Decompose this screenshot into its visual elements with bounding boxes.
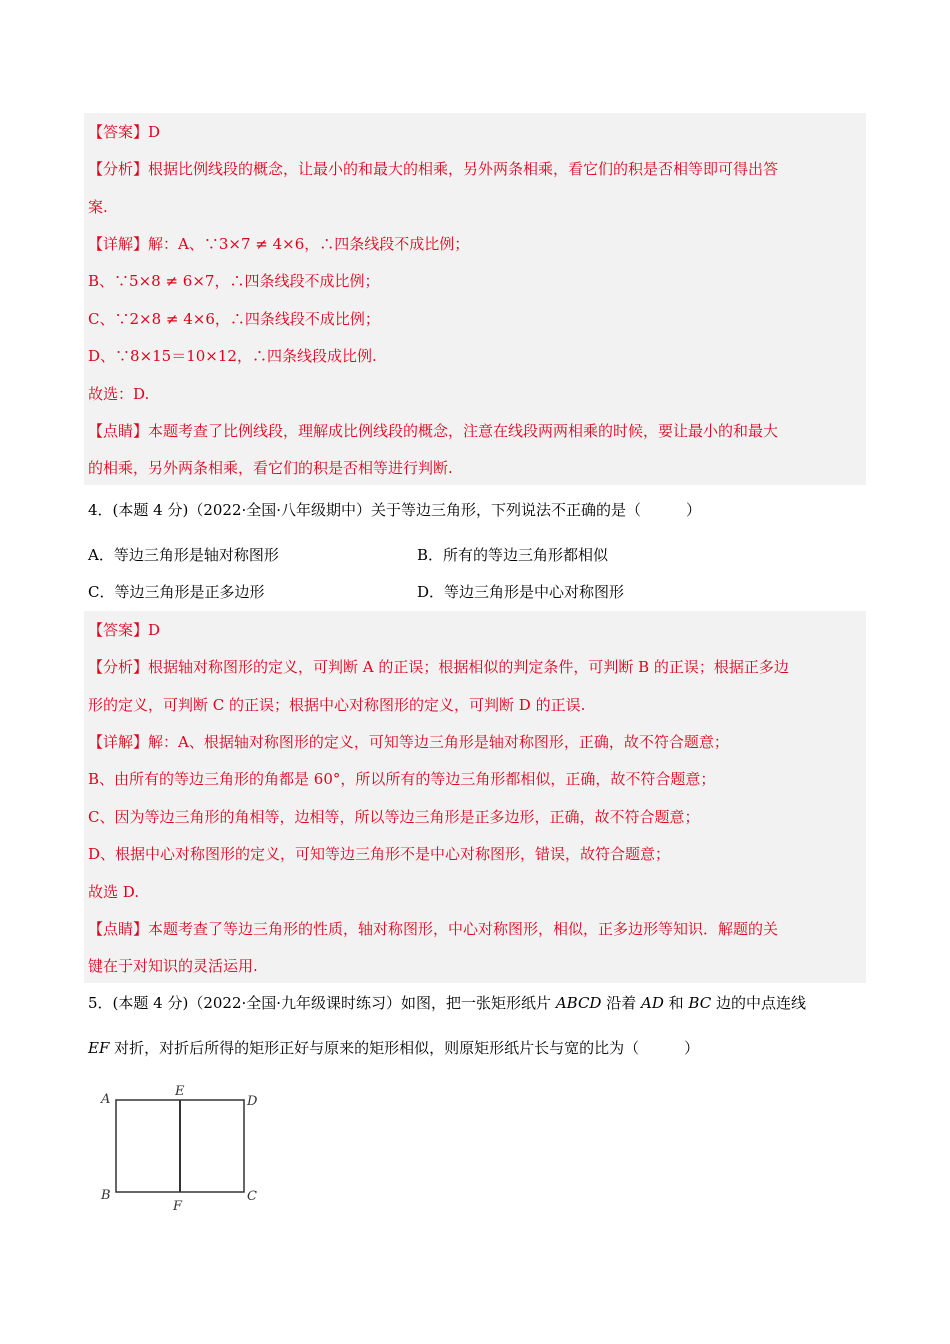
label-a: A (101, 1092, 111, 1107)
detail-line-3: C、因为等边三角形的角相等，边相等，所以等边三角形是正多边形，正确，故不符合题意； (88, 808, 700, 826)
comment-line-2: 的相乘，另外两条相乘，看它们的积是否相等进行判断. (88, 459, 453, 477)
choose-line: 故选：D. (88, 385, 150, 403)
detail-line-3: C、∵2×8 ≠ 4×6，∴四条线段不成比例； (88, 310, 380, 328)
detail-line-1: 【详解】解：A、根据轴对称图形的定义，可知等边三角形是轴对称图形，正确，故不符合题意； (88, 733, 729, 751)
stem-text: 沿着 (601, 994, 641, 1012)
rectangle-figure (95, 1075, 275, 1220)
comment-line-2: 键在于对知识的灵活运用. (88, 957, 258, 975)
analysis-line-1: 【分析】根据比例线段的概念，让最小的和最大的相乘，另外两条相乘，看它们的积是否相等即可得出答 (88, 160, 779, 178)
label-e: E (175, 1084, 185, 1099)
math-abcd: ABCD (555, 994, 602, 1012)
detail-line-2: B、∵5×8 ≠ 6×7，∴四条线段不成比例； (88, 272, 380, 290)
analysis-line-2: 形的定义，可判断 C 的正误；根据中心对称图形的定义，可判断 D 的正误. (88, 696, 586, 714)
question-4-option-a: A．等边三角形是轴对称图形 (88, 546, 279, 564)
stem-text: 边的中点连线 (711, 994, 806, 1012)
label-d: D (247, 1094, 258, 1109)
analysis-line-2: 案. (88, 198, 108, 216)
answer-line: 【答案】D (88, 621, 161, 639)
stem-text: 对折，对折后所得的矩形正好与原来的矩形相似，则原矩形纸片长与宽的比为（ ） (109, 1039, 700, 1057)
comment-line-1: 【点睛】本题考查了比例线段，理解成比例线段的概念，注意在线段两两相乘的时候，要让最小的和最大 (88, 422, 779, 440)
question-5-stem-line-2 (88, 1038, 699, 1058)
math-bc: BC (688, 994, 712, 1012)
detail-line-4: D、根据中心对称图形的定义，可知等边三角形不是中心对称图形，错误，故符合题意； (88, 845, 671, 863)
solution-block-1 (84, 113, 866, 485)
question-4-option-d: D．等边三角形是中心对称图形 (417, 583, 625, 601)
label-c: C (247, 1189, 257, 1204)
question-5-stem-line-1 (88, 993, 806, 1013)
question-4-stem: 4．(本题 4 分)（2022·全国·八年级期中）关于等边三角形，下列说法不正确的是（ ） (88, 501, 702, 519)
question-4-option-c: C．等边三角形是正多边形 (88, 583, 265, 601)
analysis-line-1: 【分析】根据轴对称图形的定义，可判断 A 的正误；根据相似的判定条件，可判断 B 的正误；根据正多边 (88, 658, 789, 676)
detail-line-4: D、∵8×15＝10×12，∴四条线段成比例. (88, 347, 377, 365)
detail-line-1: 【详解】解：A、∵3×7 ≠ 4×6，∴四条线段不成比例； (88, 235, 470, 253)
question-4-option-b: B．所有的等边三角形都相似 (417, 546, 609, 564)
stem-text: 和 (663, 994, 689, 1012)
choose-line: 故选 D. (88, 883, 140, 901)
comment-line-1: 【点睛】本题考查了等边三角形的性质，轴对称图形，中心对称图形，相似，正多边形等知识．解题的关 (88, 920, 779, 938)
answer-line: 【答案】D (88, 123, 161, 141)
stem-text: 5．(本题 4 分)（2022·全国·九年级课时练习）如图，把一张矩形纸片 (88, 994, 556, 1012)
detail-line-2: B、由所有的等边三角形的角都是 60°，所以所有的等边三角形都相似，正确，故不符合题意； (88, 770, 716, 788)
label-b: B (101, 1188, 111, 1203)
solution-block-2 (84, 611, 866, 983)
label-f: F (173, 1199, 183, 1214)
math-ef: EF (88, 1039, 110, 1057)
math-ad: AD (641, 994, 664, 1012)
